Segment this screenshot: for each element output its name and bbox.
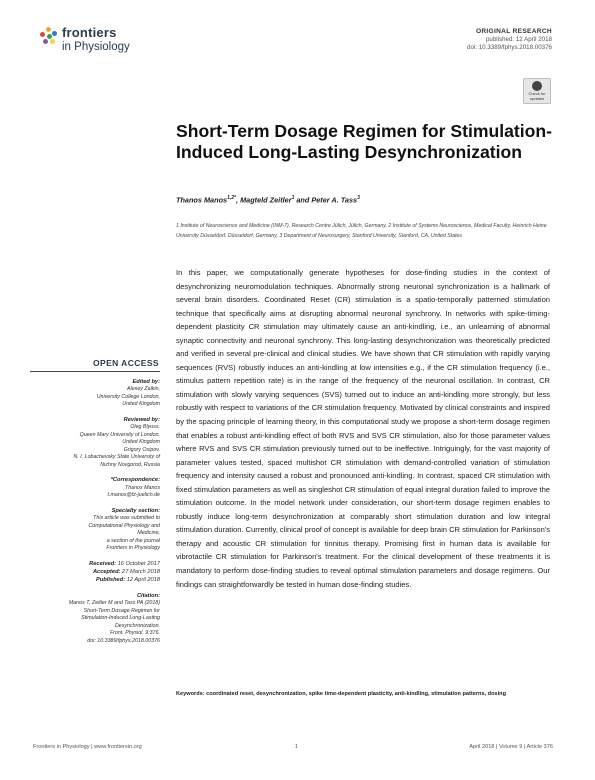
reviewer-affiliation: N. I. Lobachevsky State University of [73, 454, 160, 461]
affiliations: 1 Institute of Neuroscience and Medicine (INM-7), Research Centre Jülich, Jülich, Germany, 2 Institute of Systems Neuroscience, Medical Faculty, Heinrich Heine University Düsseldorf, Düsseldorf, Germany, 3 Department of Neurosurgery, Stanford University, Stanford, CA, United States [176, 223, 547, 239]
received-label: Received: [89, 560, 117, 567]
accepted-date [30, 568, 160, 576]
editor-name: Alexey Zaikin, [127, 386, 160, 393]
specialty-text: a section of the journal [106, 537, 160, 544]
published-value: 12 April 2018 [126, 577, 160, 584]
crossmark-icon [532, 81, 542, 91]
footer-journal[interactable]: Frontiers in Physiology | www.frontiersin.org [33, 744, 142, 750]
edited-by-label: Edited by: [132, 379, 160, 385]
correspondence-label: *Correspondence: [110, 477, 160, 484]
article-doi[interactable]: doi: 10.3389/fphys.2018.00376 [467, 44, 552, 51]
citation-text: Desynchronization. [114, 622, 160, 629]
specialty-section-label: Specialty section: [111, 507, 160, 514]
published-date: published: 12 April 2018 [485, 36, 552, 43]
keywords [176, 690, 550, 699]
received-date [30, 560, 160, 568]
author-affiliation-mark: 1,2* [227, 195, 236, 201]
reviewer-affiliation: Queen Mary University of London, [79, 431, 160, 438]
crossmark-label: Check for [528, 91, 546, 96]
reviewer-affiliation: United Kingdom [122, 439, 160, 446]
published-label: Published: [96, 577, 126, 584]
author-name[interactable]: Peter A. Tass [311, 195, 358, 205]
author-name[interactable]: Thanos Manos [176, 195, 228, 205]
reviewer-name: Oleg Blyuss, [130, 424, 160, 431]
citation-text: Stimulation-Induced Long-Lasting [81, 615, 160, 622]
citation-text: Front. Physiol. 9:376. [109, 630, 160, 637]
journal-brand: frontiers [62, 25, 117, 40]
journal-logo [40, 25, 150, 65]
editor-affiliation: University College London, [96, 393, 160, 400]
reviewer-name: Grigory Osipov, [123, 446, 160, 453]
reviewer-affiliation: Nizhny Novgorod, Russia [100, 461, 160, 468]
frontiers-logo-icon [40, 27, 58, 45]
author-affiliation-mark: 3 [357, 195, 360, 201]
correspondence-name: Thanos Manos [124, 484, 160, 491]
abstract-text: In this paper, we computationally generate hypotheses for dose-finding studies in the context of desynchronizing neuromodulation techniques. Abnormally strong neuronal synchronization is a hallmark of several brain disorders. Coordinated Reset (CR) stimulation is a spatio-temporally patterned stimulation technique that specifically aims at disrupting abnormal neuronal synchrony. In networks with spike-timing-dependent plasticity CR stimulation may ultimately cause an anti-kindling, i.e., an unlearning of abnormal synaptic connectivity and neuronal synchrony. This long-lasting desynchronization was theoretically predicted and verified in several pre-clinical and clinical studies. We have shown that CR stimulation with rapidly varying sequences (RVS) robustly induces an anti-kindling at low intensities e.g., if the CR stimulation frequency (i.e., stimulus pattern repetition rate) is in the range of the frequency of the neuronal oscillation. In contrast, CR stimulation with slowly varying sequences (SVS) turned out to induce an anti-kindling more strongly, but less robustly with respect to variations of the CR stimulation frequency. Motivated by clinical constraints and inspired by the spacing principle of learning theory, in this computational study we propose a short-term dosage regimen that enables a robust anti-kindling effect of both RVS and SVS CR stimulation, also for those parameter values where RVS and SVS CR stimulation previously turned out to be ineffective. Intriguingly, for the vast majority of parameter values tested, spaced multishot CR stimulation with demand-controlled variation of stimulation frequency and intensity caused a robust and pronounced anti-kindling. In contrast, spaced CR stimulation with fixed stimulation parameters as well as singleshot CR stimulation of equal integral duration failed to improve the stimulation outcome. In the model network under consideration, our short-term dosage regimen enables to robustly induce long-term desynchronization at comparably short stimulation duration and low integral stimulation duration. Currently, clinical proof of concept is available for deep brain CR stimulation for Parkinson's therapy and acoustic CR stimulation for tinnitus therapy. Promising first in human data is available for vibrotactile CR stimulation for Parkinson's treatment. For the clinical development of these treatments it is mandatory to perform dose-finding studies to reveal optimal stimulation parameters and dosage regimens. Our findings can straightforwardly be tested in human dose-finding studies. [176, 268, 550, 589]
correspondence-email[interactable]: t.manos@fz-juelich.de [107, 492, 160, 499]
open-access-label: OPEN ACCESS [93, 358, 159, 368]
author-name[interactable]: Magteld Zeitler [240, 195, 292, 205]
keywords-text: coordinated reset, desynchronization, spike time-dependent plasticity, anti-kindling, stimulation patterns, dosing [206, 691, 506, 697]
journal-subtitle: in Physiology [62, 41, 130, 53]
specialty-text: Medicine, [137, 530, 160, 537]
editor-affiliation: United Kingdom [122, 401, 160, 408]
check-for-updates-button[interactable] [523, 78, 551, 104]
article-title: Short-Term Dosage Regimen for Stimulation-Induced Long-Lasting Desynchronization [176, 121, 553, 162]
received-value: 16 October 2017 [117, 560, 160, 567]
citation-doi[interactable]: doi: 10.3389/fphys.2018.00376 [87, 637, 160, 644]
accepted-label: Accepted: [92, 569, 121, 576]
crossmark-label: updates [529, 95, 545, 101]
author-list: Thanos Manos$^{1,2*}$, Magteld Zeitler$^1$ and Peter A. Tass$^3$ [176, 195, 360, 205]
specialty-text: Frontiers in Physiology [106, 545, 160, 552]
divider [30, 371, 160, 372]
footer-issue: April 2018 | Volume 9 | Article 376 [469, 744, 553, 750]
specialty-text: This article was submitted to [93, 515, 160, 522]
citation-label: Citation: [136, 592, 160, 599]
keywords-label: Keywords: [176, 691, 205, 697]
page-number: 1 [295, 744, 299, 750]
article-info-sidebar [30, 358, 160, 645]
specialty-text: Computational Physiology and [88, 522, 160, 529]
published-date-sidebar [30, 576, 160, 584]
article-header [467, 28, 552, 52]
author-affiliation-mark: 1 [291, 195, 295, 201]
reviewed-by-label: Reviewed by: [123, 416, 160, 423]
citation-text: Manos T, Zeitler M and Tass PA (2018) [68, 600, 160, 607]
accepted-value: 27 March 2018 [122, 569, 160, 576]
article-type: ORIGINAL RESEARCH [475, 28, 552, 35]
citation-text: Short-Term Dosage Regimen for [83, 607, 160, 614]
